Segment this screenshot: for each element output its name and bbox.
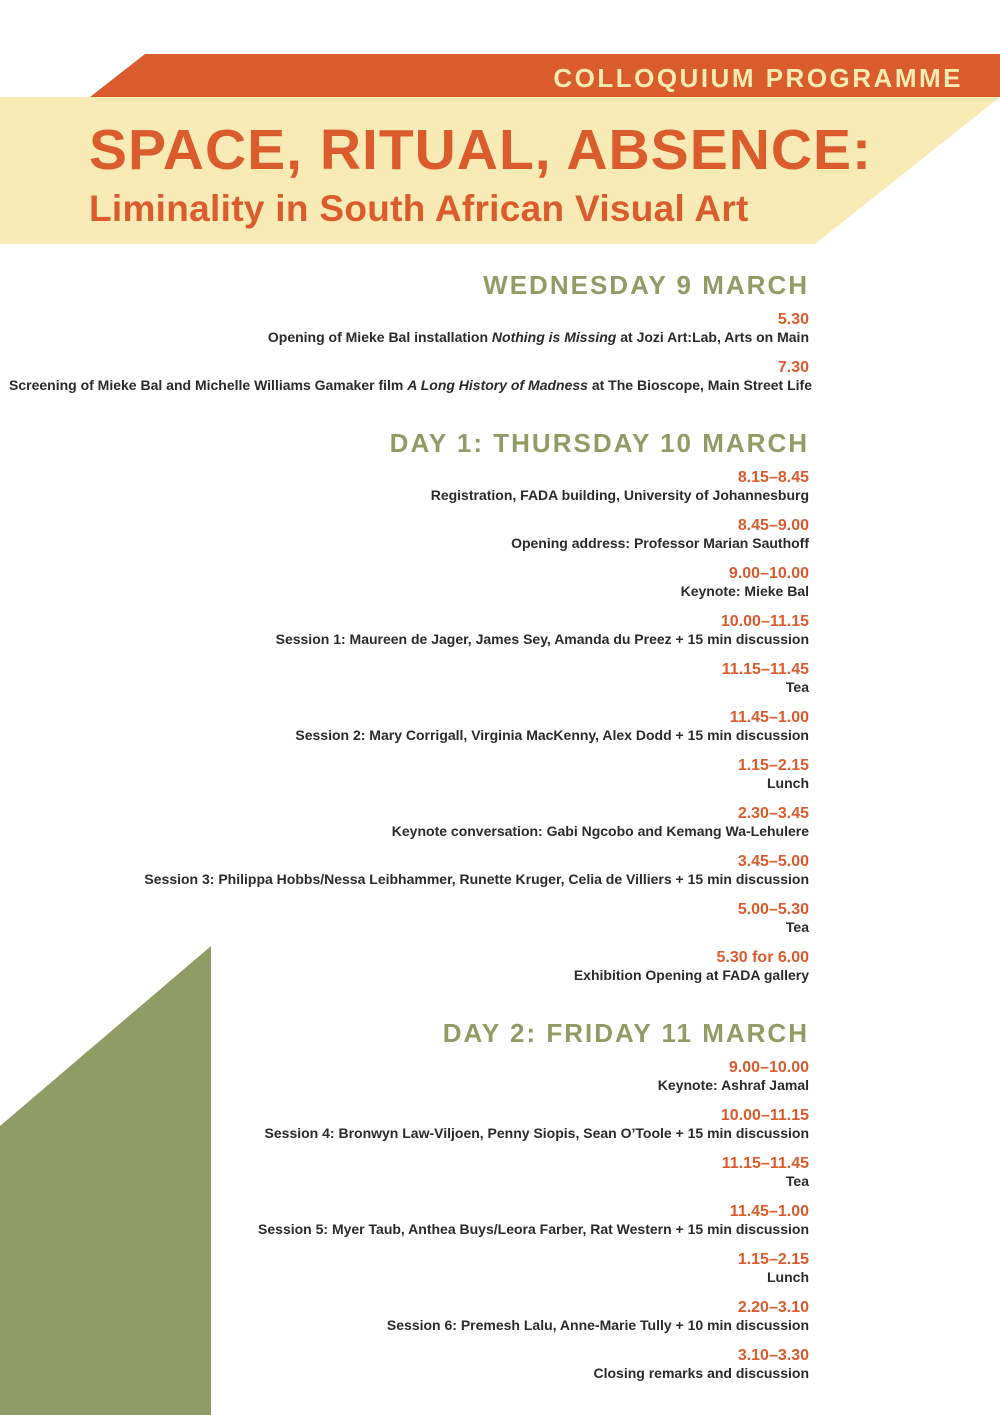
- schedule-entry: [9, 1347, 809, 1382]
- entry-time: 2.20–3.10: [737, 1299, 809, 1316]
- entry-description: [9, 1269, 809, 1286]
- description-text: Lunch: [767, 1269, 809, 1285]
- schedule-entry: [9, 1299, 809, 1334]
- schedule-entry: [9, 1059, 809, 1094]
- description-text: Session 5: Myer Taub, Anthea Buys/Leora Farber, Rat Western + 15 min discussion: [258, 1221, 809, 1237]
- schedule: [9, 266, 812, 1412]
- description-text: Exhibition Opening at FADA gallery: [573, 967, 809, 983]
- schedule-entry: [9, 805, 809, 840]
- page-title: SPACE, RITUAL, ABSENCE:: [89, 118, 873, 182]
- entry-description: [9, 1317, 809, 1334]
- programme-label: COLLOQUIUM PROGRAMME: [553, 63, 963, 93]
- entry-description: [9, 377, 812, 394]
- entry-time: 8.45–9.00: [737, 517, 809, 534]
- schedule-entry: [9, 1251, 809, 1286]
- day-heading: WEDNESDAY 9 MARCH: [483, 270, 809, 300]
- page-subtitle: Liminality in South African Visual Art: [89, 188, 749, 229]
- day-heading: DAY 1: THURSDAY 10 MARCH: [389, 428, 809, 458]
- schedule-entry: [9, 757, 809, 792]
- entry-description: [9, 631, 809, 648]
- description-text: Screening of Mieke Bal and Michelle Williams Gamaker film: [9, 377, 408, 393]
- schedule-entry: [9, 1107, 809, 1142]
- description-text: Keynote conversation: Gabi Ngcobo and Kemang Wa-Lehulere: [391, 823, 809, 839]
- entry-description: [9, 967, 809, 984]
- description-text: Keynote: Ashraf Jamal: [657, 1077, 809, 1093]
- schedule-entry: [9, 613, 809, 648]
- entry-time: 11.15–11.45: [721, 661, 809, 678]
- day-heading: DAY 2: FRIDAY 11 MARCH: [442, 1018, 809, 1048]
- day-section: [9, 424, 809, 984]
- work-title: A Long History of Madness: [407, 377, 588, 393]
- entry-time: 2.30–3.45: [737, 805, 809, 822]
- entry-description: [9, 727, 809, 744]
- schedule-entry: [9, 1155, 809, 1190]
- entry-description: [9, 1221, 809, 1238]
- entry-description: [9, 1125, 809, 1142]
- entry-description: [9, 775, 809, 792]
- day-section: [9, 266, 812, 394]
- description-text: Session 3: Philippa Hobbs/Nessa Leibhammer, Runette Kruger, Celia de Villiers + 15 min discussion: [144, 871, 809, 887]
- entry-description: [9, 1077, 809, 1094]
- entry-time: 8.15–8.45: [737, 469, 809, 486]
- entry-time: 9.00–10.00: [728, 565, 809, 582]
- entry-description: [9, 871, 809, 888]
- description-text: Keynote: Mieke Bal: [680, 583, 809, 599]
- schedule-entry: [9, 853, 809, 888]
- entry-time: 5.30: [777, 311, 809, 328]
- description-text: Session 2: Mary Corrigall, Virginia MacKenny, Alex Dodd + 15 min discussion: [295, 727, 809, 743]
- schedule-entry: [9, 949, 809, 984]
- description-text: Tea: [785, 919, 809, 935]
- entry-description: [9, 823, 809, 840]
- entry-time: 10.00–11.15: [720, 1107, 809, 1124]
- schedule-entry: [9, 901, 809, 936]
- entry-time: 10.00–11.15: [720, 613, 809, 630]
- entry-description: [9, 487, 809, 504]
- entry-description: [9, 583, 809, 600]
- description-text: at The Bioscope, Main Street Life: [587, 377, 812, 393]
- entry-time: 1.15–2.15: [737, 1251, 809, 1268]
- description-text: Session 6: Premesh Lalu, Anne-Marie Tully + 10 min discussion: [386, 1317, 809, 1333]
- description-text: Tea: [785, 679, 809, 695]
- description-text: Closing remarks and discussion: [593, 1365, 809, 1381]
- description-text: Session 4: Bronwyn Law-Viljoen, Penny Siopis, Sean O’Toole + 15 min discussion: [264, 1125, 809, 1141]
- entry-time: 3.45–5.00: [737, 853, 809, 870]
- description-text: Lunch: [767, 775, 809, 791]
- entry-time: 5.30 for 6.00: [716, 949, 809, 966]
- schedule-entry: [9, 1203, 809, 1238]
- entry-description: [9, 329, 809, 346]
- entry-time: 1.15–2.15: [737, 757, 809, 774]
- schedule-entry: [9, 709, 809, 744]
- description-text: at Jozi Art:Lab, Arts on Main: [616, 329, 809, 345]
- entry-time: 3.10–3.30: [737, 1347, 809, 1364]
- entry-time: 11.45–1.00: [729, 1203, 809, 1220]
- description-text: Registration, FADA building, University of Johannesburg: [430, 487, 809, 503]
- description-text: Opening address: Professor Marian Sauthoff: [511, 535, 809, 551]
- entry-time: 9.00–10.00: [728, 1059, 809, 1076]
- entry-description: [9, 919, 809, 936]
- day-section: [9, 1014, 809, 1382]
- description-text: Tea: [785, 1173, 809, 1189]
- schedule-entry: [9, 311, 809, 346]
- entry-time: 7.30: [777, 359, 809, 376]
- entry-description: [9, 1365, 809, 1382]
- entry-description: [9, 1173, 809, 1190]
- description-text: Session 1: Maureen de Jager, James Sey, Amanda du Preez + 15 min discussion: [275, 631, 809, 647]
- entry-time: 5.00–5.30: [737, 901, 809, 918]
- entry-description: [9, 535, 809, 552]
- entry-time: 11.45–1.00: [729, 709, 809, 726]
- entry-time: 11.15–11.45: [721, 1155, 809, 1172]
- entry-description: [9, 679, 809, 696]
- description-text: Opening of Mieke Bal installation: [267, 329, 492, 345]
- work-title: Nothing is Missing: [491, 329, 617, 345]
- schedule-entry: [9, 469, 809, 504]
- schedule-entry: [9, 359, 812, 394]
- schedule-entry: [9, 517, 809, 552]
- schedule-entry: [9, 565, 809, 600]
- schedule-entry: [9, 661, 809, 696]
